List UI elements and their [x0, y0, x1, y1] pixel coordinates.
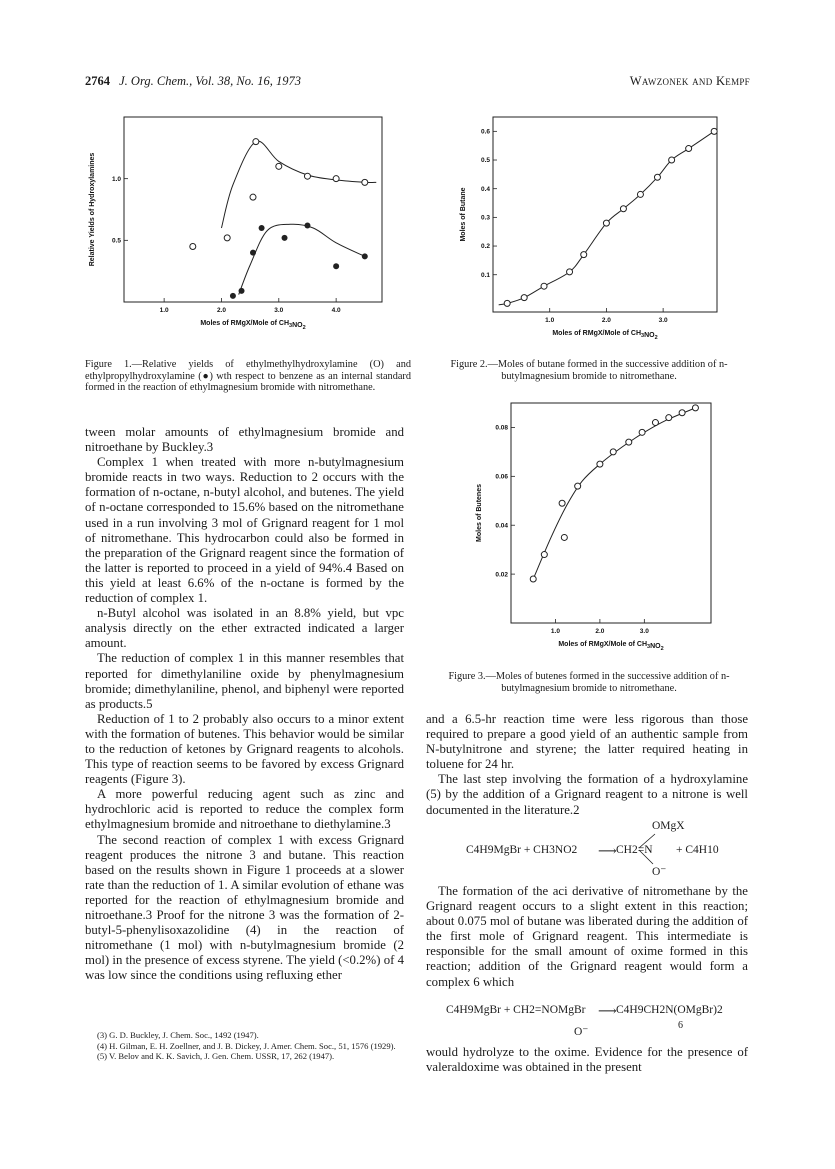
paragraph: A more powerful reducing agent such as zinc and hydrochloric acid is reported to reduce the complex form ethylmagnesium bromide and nitroethane to diethylamine.3: [85, 787, 404, 832]
paragraph: The last step involving the formation of a hydroxylamine (5) by the addition of a Grignard reagent to a nitrone is well documented in the literature.2: [426, 772, 748, 817]
figure-2-chart: [453, 112, 743, 341]
data-point-filled: [239, 288, 245, 294]
paragraph: Complex 1 when treated with more n-butylmagnesium bromide reacts in two ways. Reduction to 2 occurs with the formation of n-octane, n-butyl alcohol, and butenes. The yield of n-octane corresponded to 15.6% based on the nitromethane used in a run involving 3 mol of Grignard reagent for 1 mol of nitromethane. This hydrocarbon could also be formed in the preparation of the Grignard reagent since the formation of the latter is reported to proceed in a yield of 94%.4 Based on this yield at least 6.6% of the n-octane is formed by the reduction of complex 1.: [85, 455, 404, 606]
data-point: [541, 283, 547, 289]
running-header-authors: Wawzonek and Kempf: [629, 74, 750, 88]
data-point-open: [190, 244, 196, 250]
paragraph: would hydrolyze to the oxime. Evidence for the presence of valeraldoxime was obtained in the present: [426, 1045, 748, 1075]
x-tick-label: 2.0: [601, 317, 611, 324]
data-point: [603, 220, 609, 226]
eq1-ominus: O⁻: [652, 866, 667, 878]
y-tick-label: 0.06: [495, 473, 508, 481]
figure-3-caption: Figure 3.—Moles of butenes formed in the successive addition of n-butylmagnesium bromide to nitromethane.: [448, 671, 730, 694]
data-point: [530, 576, 536, 582]
paragraph: tween molar amounts of ethylmagnesium bromide and nitroethane by Buckley.3: [85, 425, 404, 455]
eq1-product: CH2=N: [616, 844, 653, 856]
right-column-text-top: [426, 712, 748, 818]
data-point: [567, 269, 573, 275]
plot-frame: [511, 403, 711, 623]
data-point: [686, 146, 692, 152]
x-axis-label: Moles of RMgX/Mole of $CH_3NO_2$: [200, 320, 306, 331]
data-point: [679, 410, 685, 416]
left-column-text: [85, 425, 404, 983]
data-point: [620, 206, 626, 212]
data-point: [637, 191, 643, 197]
x-axis-label: Moles of RMgX/Mole of $CH_3NO_2$: [552, 330, 658, 341]
data-point: [581, 252, 587, 258]
paragraph: The formation of the aci derivative of nitromethane by the Grignard reagent occurs to a slight extent in this reaction; about 0.075 mol of butane was liberated during the addition of the first mole of Grignard reagent. This intermediate is responsible for the small amount of oxime formed in this reaction; addition of the Grignard reagent would form a complex 6 which: [426, 884, 748, 989]
equation-2: [426, 1002, 748, 1040]
data-point: [639, 429, 645, 435]
data-point-filled: [304, 223, 310, 229]
data-point: [575, 483, 581, 489]
journal-citation: J. Org. Chem., Vol. 38, No. 16, 1973: [119, 74, 301, 88]
eq2-arrow: ⟶: [598, 1003, 617, 1018]
eq1-arrow: ⟶: [598, 843, 617, 858]
figure-1-caption: Figure 1.—Relative yields of ethylmethylhydroxylamine (O) and ethylpropylhydroxylamine (●) wth respect to benzene as an internal standard formed in the reaction of ethylmagnesium bromide with nitromethane.: [85, 359, 411, 394]
figure-3-chart: [456, 398, 746, 658]
data-point-filled: [259, 225, 265, 231]
running-header-left: [85, 74, 301, 89]
eq1-omgx: OMgX: [652, 820, 685, 832]
eq2-compound-label: 6: [678, 1020, 683, 1031]
data-point-filled: [362, 253, 368, 259]
data-point: [597, 461, 603, 467]
y-tick-label: 0.5: [111, 237, 121, 245]
figure-2-caption: Figure 2.—Moles of butane formed in the successive addition of n-butylmagnesium bromide to nitromethane.: [450, 359, 728, 382]
data-point: [561, 534, 567, 540]
paragraph: The second reaction of complex 1 with excess Grignard reagent produces the nitrone 3 and butane. This reaction based on the results shown in Figure 1 proceeds at a slower rate than the reduction of 1. A similar evolution of ethane was reported for the reaction of ethylmagnesium bromide and nitroethane.3 Proof for the nitrone 3 was the formation of 2-butyl-5-phenylisoxazolidine (4) in the reaction of nitromethane (1 mol) with n-butylmagnesium bromide (2 mol) in the presence of excess styrene. The yield (<0.2%) of 4 was low since the conditions using refluxing ether: [85, 832, 404, 983]
data-point: [669, 157, 675, 163]
data-point-open: [276, 163, 282, 169]
paragraph: Reduction of 1 to 2 probably also occurs to a minor extent with the formation of butenes. This behavior would be similar to the reduction of ketones by Grignard reagents to alcohols. This type of reaction seems to be favored by excess Grignard reagents (Figure 3).: [85, 711, 404, 787]
series-filled-curve: [239, 224, 365, 294]
y-axis-label: Moles of Butenes: [476, 484, 483, 542]
equation-1: [426, 820, 748, 882]
page-number: 2764: [85, 74, 110, 88]
series-open-curve: [221, 141, 376, 228]
data-point-filled: [333, 263, 339, 269]
eq1-reactants: C4H9MgBr + CH3NO2: [466, 844, 578, 856]
data-point-open: [250, 194, 256, 200]
plot-frame: [493, 117, 717, 312]
x-tick-label: 1.0: [159, 307, 169, 314]
right-column-text-mid: [426, 884, 748, 990]
data-point-filled: [282, 235, 288, 241]
y-axis-label: Moles of Butane: [460, 187, 467, 242]
data-point: [541, 552, 547, 558]
paragraph: n-Butyl alcohol was isolated in an 8.8% yield, but vpc analysis directly on the ether extracted indicated a larger amount.: [85, 606, 404, 651]
data-point: [666, 415, 672, 421]
data-point-open: [253, 139, 259, 145]
y-tick-label: 0.08: [495, 424, 508, 432]
x-tick-label: 1.0: [550, 628, 560, 635]
x-tick-label: 3.0: [274, 307, 284, 314]
series-line: [499, 131, 714, 304]
data-point: [559, 500, 565, 506]
eq2-reactants: C4H9MgBr + CH2=NOMgBr: [446, 1004, 586, 1016]
data-point: [692, 405, 698, 411]
data-point-filled: [230, 293, 236, 299]
data-point-open: [362, 179, 368, 185]
references: [85, 1030, 404, 1062]
figure-1: [84, 112, 414, 342]
data-point-open: [304, 173, 310, 179]
y-tick-label: 1.0: [111, 175, 121, 183]
reference-item: (3) G. D. Buckley, J. Chem. Soc., 1492 (1947).: [97, 1030, 259, 1040]
y-tick-label: 0.04: [495, 522, 508, 530]
data-point: [521, 295, 527, 301]
figure-2: [453, 112, 743, 342]
x-tick-label: 3.0: [639, 628, 649, 635]
eq2-product: C4H9CH2N(OMgBr)2: [616, 1004, 723, 1016]
data-point: [652, 420, 658, 426]
x-axis-label: Moles of RMgX/Mole of $CH_3NO_2$: [558, 641, 664, 652]
right-column-text-bottom: [426, 1045, 748, 1075]
eq1-bonds: [631, 828, 661, 868]
y-tick-label: 0.2: [480, 243, 490, 251]
data-point-open: [333, 176, 339, 182]
x-tick-label: 4.0: [331, 307, 341, 314]
y-tick-label: 0.5: [480, 157, 490, 165]
y-tick-label: 0.6: [480, 128, 490, 136]
reference-item: (5) V. Belov and K. K. Savich, J. Gen. Chem. USSR, 17, 262 (1947).: [97, 1051, 335, 1062]
data-point: [654, 174, 660, 180]
y-tick-label: 0.4: [480, 185, 490, 193]
eq1-byproduct: + C4H10: [676, 844, 719, 856]
data-point: [711, 128, 717, 134]
eq2-ominus: O⁻: [574, 1026, 589, 1038]
data-point: [610, 449, 616, 455]
y-axis-label: Relative Yields of Hydroxylamines: [89, 152, 96, 267]
y-tick-label: 0.3: [480, 214, 490, 222]
reference-item: (4) H. Gilman, E. H. Zoellner, and J. B. Dickey, J. Amer. Chem. Soc., 51, 1576 (1929).: [97, 1040, 396, 1051]
series-line: [533, 408, 695, 579]
paragraph: and a 6.5-hr reaction time were less rigorous than those required to prepare a good yield of an authentic sample from N-butylnitrone and styrene; the latter required heating in toluene for 24 hr.: [426, 712, 748, 772]
figure-3: [456, 398, 746, 663]
x-tick-label: 2.0: [595, 628, 605, 635]
data-point: [626, 439, 632, 445]
x-tick-label: 2.0: [216, 307, 226, 314]
data-point-open: [224, 235, 230, 241]
paragraph: The reduction of complex 1 in this manner resembles that reported for dimethylaniline oxide by phenylmagnesium bromide; dimethylaniline, phenol, and biphenyl were reported as products.5: [85, 651, 404, 711]
data-point: [504, 300, 510, 306]
x-tick-label: 1.0: [545, 317, 555, 324]
y-tick-label: 0.02: [495, 571, 508, 579]
figure-1-chart: [84, 112, 414, 337]
x-tick-label: 3.0: [658, 317, 668, 324]
data-point-filled: [250, 250, 256, 256]
y-tick-label: 0.1: [480, 271, 490, 279]
